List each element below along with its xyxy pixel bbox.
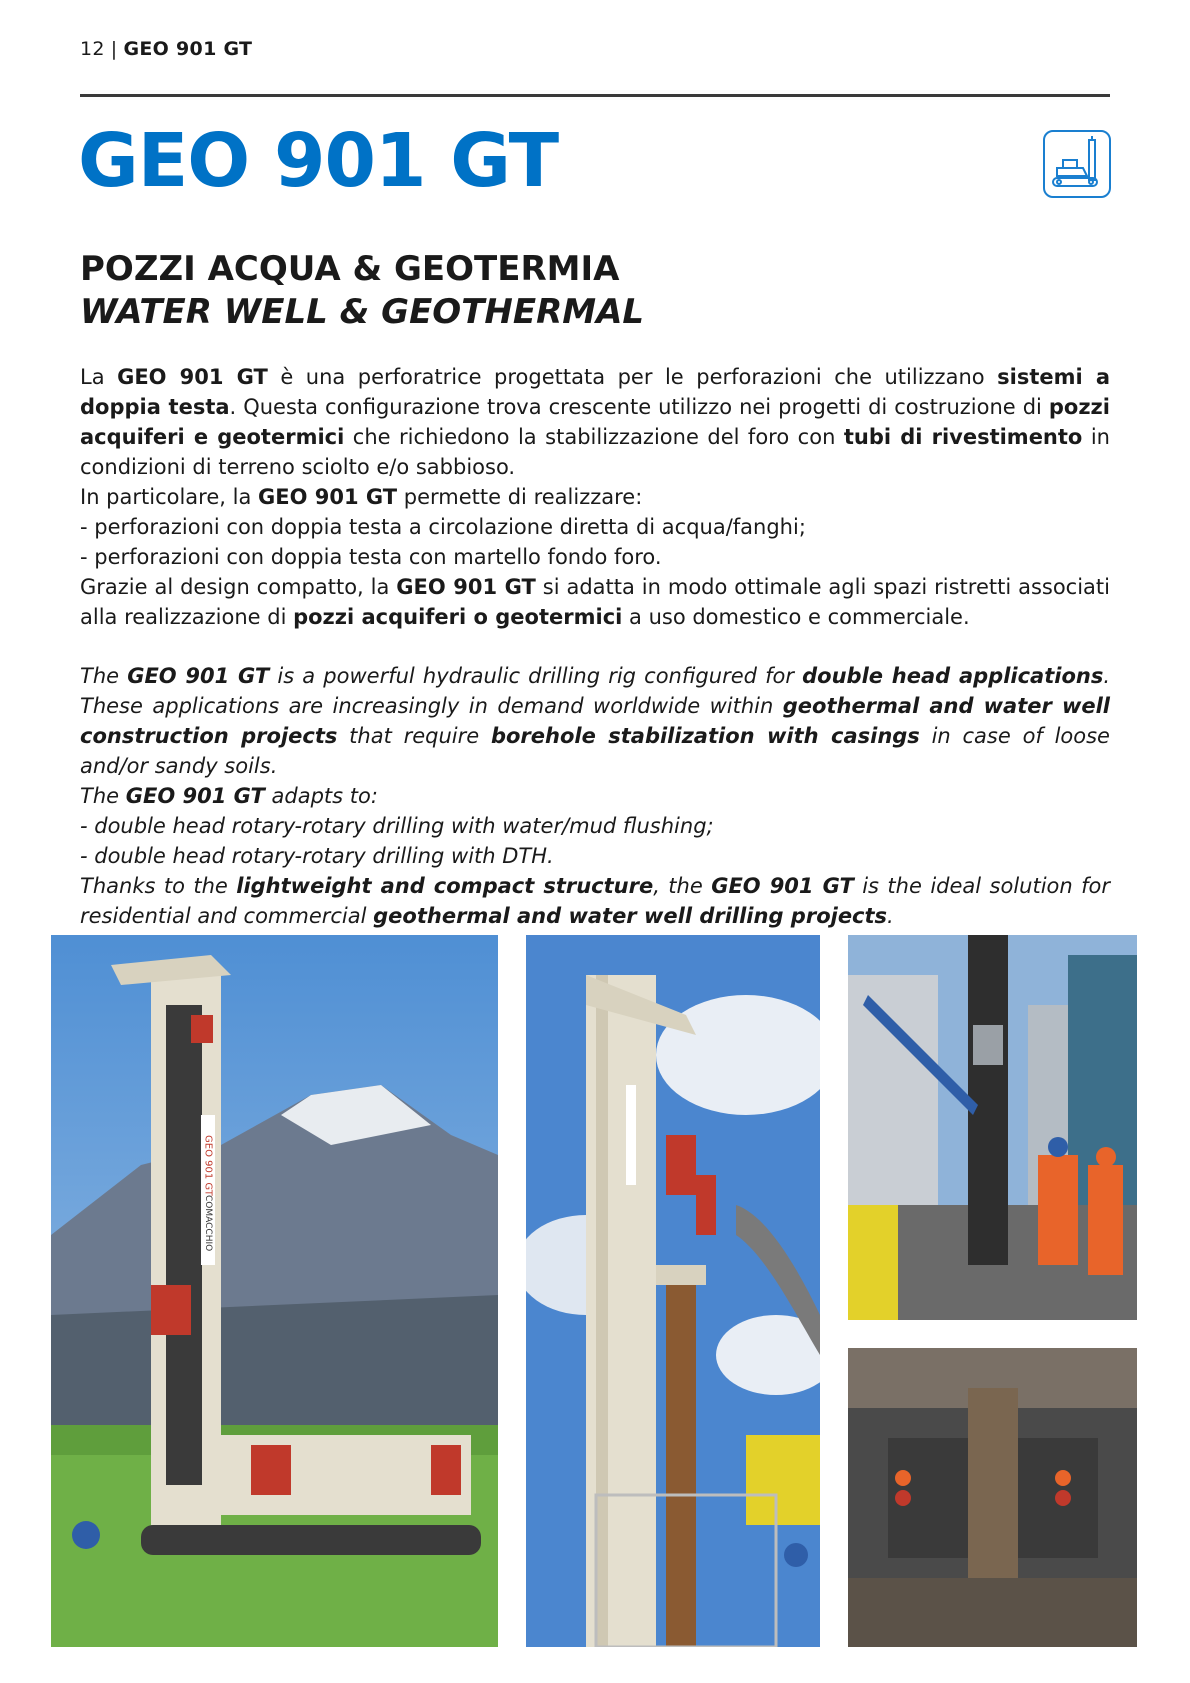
paragraph-en-2: The GEO 901 GT adapts to: xyxy=(80,784,378,808)
paragraph-en-1: The GEO 901 GT is a powerful hydraulic drilling rig configured for double head applications. These applications are increasingly in demand worldwide within geothermal and water well construction projects that require borehole stabilization with casings in case of loose and/or sandy soils. xyxy=(80,664,1111,778)
subtitle-italian: POZZI ACQUA & GEOTERMIA xyxy=(80,249,620,289)
paragraph-en-3: Thanks to the lightweight and compact structure, the GEO 901 GT is the ideal solution for residential and commercial geothermal and water well drilling projects. xyxy=(80,874,1110,928)
photo-mast-sky xyxy=(526,935,820,1647)
photo-rig-closeup xyxy=(848,1348,1137,1647)
paragraph-it-3: Grazie al design compatto, la GEO 901 GT si adatta in modo ottimale agli spazi ristretti associati alla realizzazione di pozzi acquiferi o geotermici a uso domestico e commerciale. xyxy=(80,575,1110,629)
bullet-it-1: - perforazioni con doppia testa a circolazione diretta di acqua/fanghi; xyxy=(80,515,806,539)
drilling-rig-icon xyxy=(1043,130,1111,198)
svg-text:GEO 901 GT: GEO 901 GT xyxy=(202,1135,214,1196)
header-separator: | xyxy=(110,38,118,60)
description-english xyxy=(80,661,1110,931)
bullet-en-2: - double head rotary-rotary drilling with DTH. xyxy=(80,844,554,868)
description-italian xyxy=(80,362,1110,632)
photo-rig-mountain xyxy=(51,935,498,1647)
bullet-it-2: - perforazioni con doppia testa con martello fondo foro. xyxy=(80,545,662,569)
svg-text:COMACCHIO: COMACCHIO xyxy=(203,1195,213,1252)
page-title: GEO 901 GT xyxy=(78,118,559,204)
photo-urban-site xyxy=(848,935,1137,1320)
subtitle-english: WATER WELL & GEOTHERMAL xyxy=(80,292,645,332)
bullet-en-1: - double head rotary-rotary drilling with water/mud flushing; xyxy=(80,814,714,838)
paragraph-it-1: La GEO 901 GT è una perforatrice progettata per le perforazioni che utilizzano sistemi a doppia testa. Questa configurazione trova crescente utilizzo nei progetti di costruzione di pozzi acquiferi e geotermici che richiedono la stabilizzazione del foro con tubi di rivestimento in condizioni di terreno sciolto e/o sabbioso. xyxy=(80,365,1110,479)
page-header xyxy=(80,38,252,60)
header-divider xyxy=(80,94,1110,97)
paragraph-it-2: In particolare, la GEO 901 GT permette di realizzare: xyxy=(80,485,643,509)
page-number: 12 xyxy=(80,38,105,60)
header-product-name: GEO 901 GT xyxy=(123,38,253,60)
